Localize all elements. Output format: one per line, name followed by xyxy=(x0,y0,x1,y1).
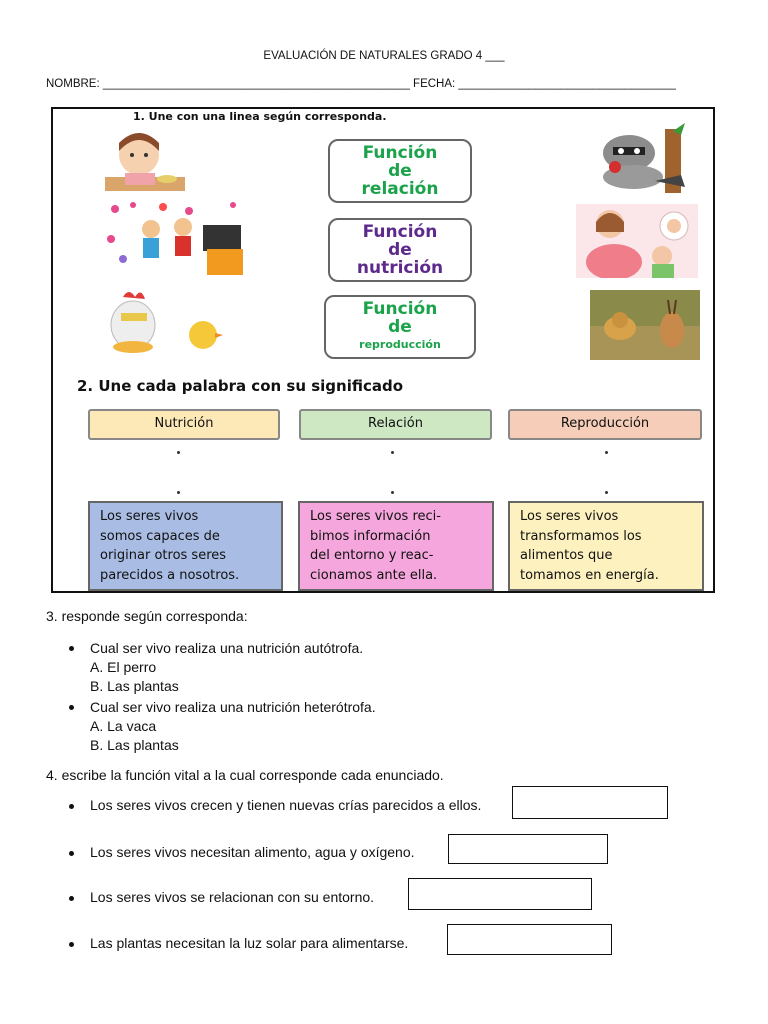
connect-dot xyxy=(391,451,394,454)
child-eating-image xyxy=(105,129,185,193)
question-2: Cual ser vivo realiza una nutrición heterótrofa. xyxy=(90,699,376,715)
statement-4: Las plantas necesitan la luz solar para alimentarse. xyxy=(90,935,409,951)
word-relacion: Relación xyxy=(299,409,492,440)
worksheet-image xyxy=(51,107,715,593)
function-box-relacion: Función de relación xyxy=(328,139,472,203)
statement-2: Los seres vivos necesitan alimento, agua y oxígeno. xyxy=(90,844,415,860)
connect-dot xyxy=(605,451,608,454)
bullet-icon xyxy=(69,942,74,947)
section4-heading: 4. escribe la función vital a la cual corresponde cada enunciado. xyxy=(46,767,444,783)
question-1-option-a: A. El perro xyxy=(90,659,157,675)
statement-1: Los seres vivos crecen y tienen nuevas crías parecidos a ellos. xyxy=(90,797,482,813)
children-playing-image xyxy=(103,199,243,283)
hen-and-chick-image xyxy=(93,285,233,357)
definition-box-3: Los seres vivos transformamos los alimentos que tomamos en energía. xyxy=(508,501,704,591)
page-title: EVALUACIÓN DE NATURALES GRADO 4 ___ xyxy=(263,50,505,62)
function-box-reproduccion: Función de reproducción xyxy=(324,295,476,359)
bullet-icon xyxy=(69,705,74,710)
word-nutricion: Nutrición xyxy=(88,409,280,440)
definition-box-1: Los seres vivos somos capaces de originar otros seres parecidos a nosotros. xyxy=(88,501,283,591)
bullet-icon xyxy=(69,804,74,809)
answer-box-2[interactable] xyxy=(448,834,608,864)
question-2-option-b: B. Las plantas xyxy=(90,737,179,753)
connect-dot xyxy=(177,491,180,494)
raccoon-eating-image xyxy=(585,123,695,193)
answer-box-3[interactable] xyxy=(408,878,592,910)
section1-heading: 1. Une con una linea según corresponda. xyxy=(133,110,387,123)
definition-box-2: Los seres vivos reci- bimos información del entorno y reac- cionamos ante ella. xyxy=(298,501,494,591)
word-reproduccion: Reproducción xyxy=(508,409,702,440)
pregnant-mother-image xyxy=(576,204,698,278)
question-1: Cual ser vivo realiza una nutrición autótrofa. xyxy=(90,640,364,656)
name-date-line: NOMBRE: ________________________________________________ FECHA: __________________________________ xyxy=(46,78,676,90)
answer-box-1[interactable] xyxy=(512,786,668,819)
answer-box-4[interactable] xyxy=(447,924,612,955)
question-2-option-a: A. La vaca xyxy=(90,718,157,734)
statement-3: Los seres vivos se relacionan con su entorno. xyxy=(90,889,375,905)
bullet-icon xyxy=(69,646,74,651)
cheetah-hunting-image xyxy=(590,290,700,360)
bullet-icon xyxy=(69,896,74,901)
question-1-option-b: B. Las plantas xyxy=(90,678,179,694)
connect-dot xyxy=(605,491,608,494)
function-box-nutricion: Función de nutrición xyxy=(328,218,472,282)
bullet-icon xyxy=(69,851,74,856)
connect-dot xyxy=(391,491,394,494)
section3-heading: 3. responde según corresponda: xyxy=(46,608,248,624)
section2-heading: 2. Une cada palabra con su significado xyxy=(77,377,404,395)
connect-dot xyxy=(177,451,180,454)
